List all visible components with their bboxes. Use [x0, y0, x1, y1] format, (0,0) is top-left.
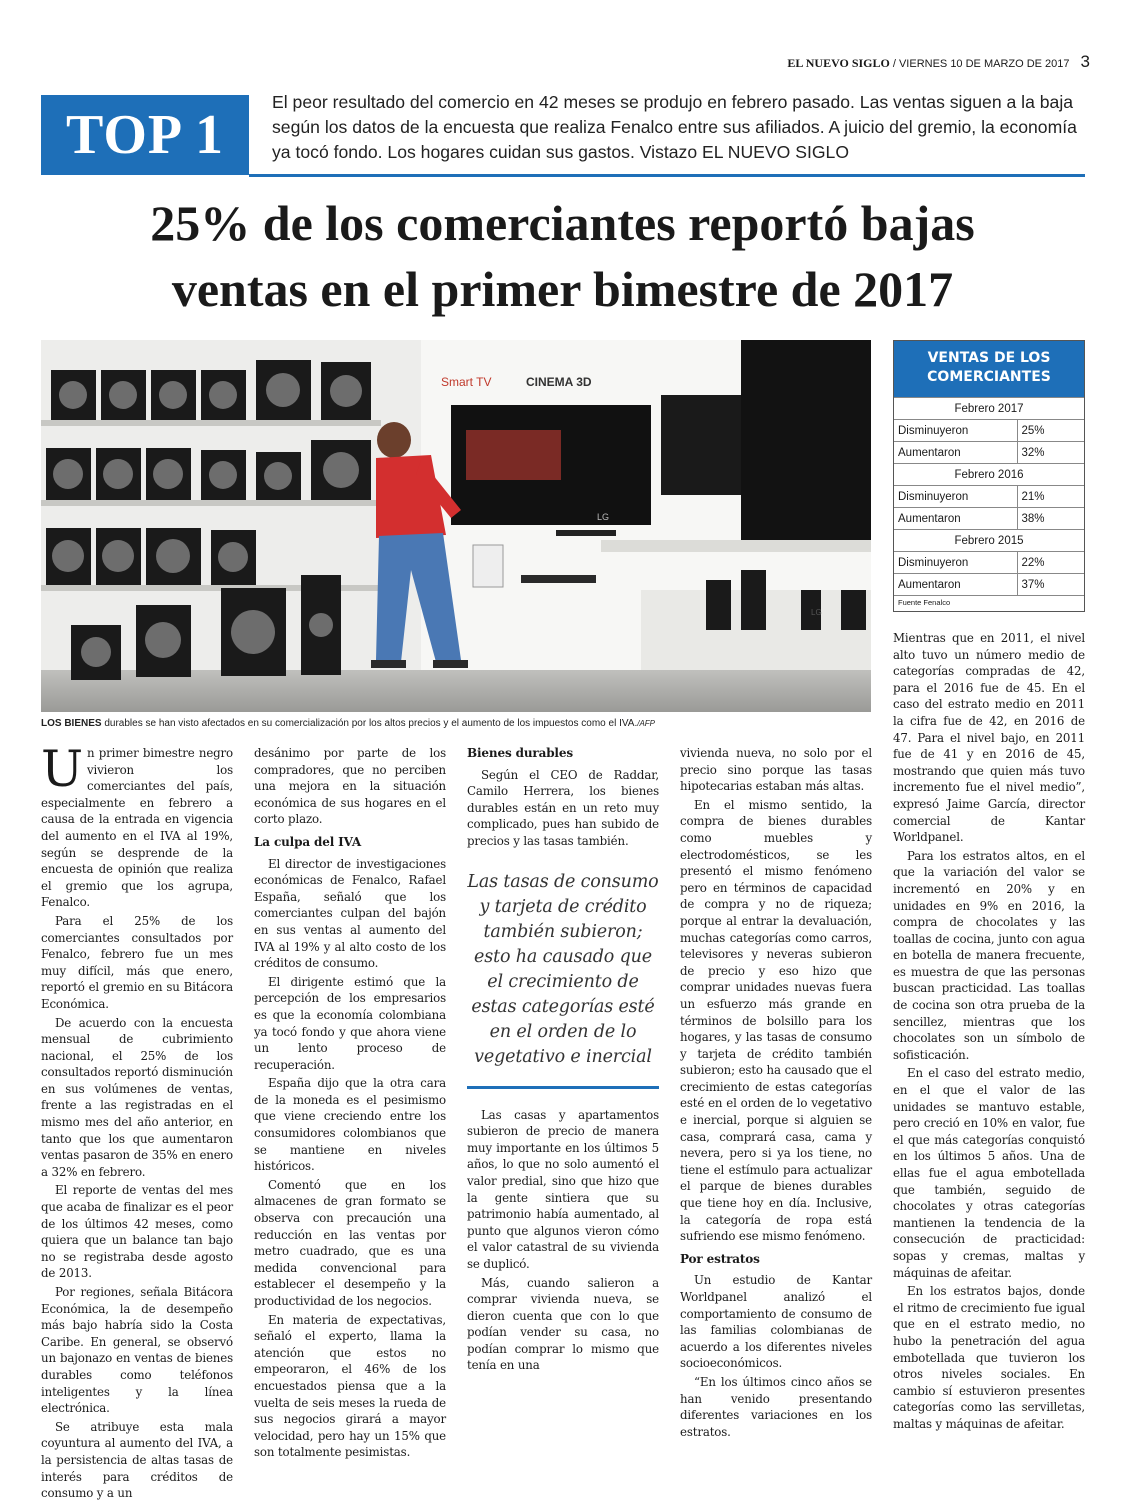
article-paragraph: En materia de expectativas, señaló el experto, llama la atención que estos no empeoraron, el 46% de los encuestados piensa que a la vuelta de seis meses la rueda de sus negocios girará a mayor velocidad, pero hay un 15% que son totalmente pesimistas.	[254, 1312, 446, 1460]
row-label: Disminuyeron	[894, 420, 1017, 442]
article-paragraph: El dirigente estimó que la percepción de los empresarios es que la economía colombiana ya tocó fondo y que ahora viene un lento proceso de recuperación.	[254, 974, 446, 1072]
sidebar-title: VENTAS DE LOS COMERCIANTES	[894, 341, 1084, 397]
smart-tv-sign: Smart TV	[441, 375, 492, 389]
table-row	[894, 464, 1084, 486]
caption-text: durables se han visto afectados en su comercialización por los altos precios y el aumento de los impuestos como el IVA.	[101, 718, 638, 729]
row-label: Disminuyeron	[894, 552, 1017, 574]
row-value: 25%	[1017, 420, 1084, 442]
store-photo-illustration	[41, 340, 871, 712]
article-paragraph: Un primer bimestre negro vivieron los comerciantes del país, especialmente en febrero a causa de la entrada en vigencia del aumento en el IVA al 19%, según se desprende de la encuesta de opinión que realiza el gremio que los agrupa, Fenalco.	[41, 740, 233, 910]
row-value: 22%	[1017, 552, 1084, 574]
table-row	[894, 508, 1084, 530]
page-number: 3	[1080, 52, 1090, 71]
row-value: 21%	[1017, 486, 1084, 508]
sidebar-source: Fuente Fenalco	[894, 596, 1084, 610]
article-paragraph: Mientras que en 2011, el nivel alto tuvo un número medio de categorías compradas de 42, para el 2016 fue de 45. En el caso del estrato medio en 2011 la cifra fue de 42, en 2016 de 47. Para el nivel bajo, en 2011 fue de 41 y en 2016 de 45, mostrando que quien más tuvo incremento fue el nivel medio”, expresó Jaime García, director comercial de Kantar Worldpanel.	[893, 631, 1085, 845]
pull-quote: Las tasas de consumo y tarjeta de crédito también subieron; esto ha causado que el crecimiento de estas categorías esté en el orden de lo vegetativo e inercial	[467, 871, 659, 1067]
row-value: 37%	[1017, 574, 1084, 596]
article-paragraph: El director de investigaciones económicas de Fenalco, Rafael España, señaló que los comerciantes culpan del bajón en sus ventas al aumento del IVA al 19% y al alto costo de los créditos de consumo.	[254, 856, 446, 971]
year-header: Febrero 2017	[894, 398, 1084, 420]
table-row	[894, 398, 1084, 420]
article-paragraph: En el mismo sentido, la compra de bienes durables como muebles y electrodomésticos, se les presentó el mismo fenómeno pero en términos de capacidad de compra y no de riqueza; porque al entrar la devaluación, muchas categorías como carros, televisores y neveras subieron de precio y eso hizo que comprar unidades nuevas fuera un esfuerzo más grande en términos de bolsillo para los hogares, y las tasas de consumo y tarjeta de crédito también subieron; esto ha causado que el crecimiento de estas categorías esté en el orden de lo vegetativo e inercial, porque si alguien se casa, comprará casa, cama y nevera, pero si ya los tiene, no tiene el estímulo para actualizar el parque de bienes durables que tiene hoy en día. Inclusive, la categoría de ropa está sufriendo ese mismo fenómeno.	[680, 797, 872, 1244]
article-paragraph: El reporte de ventas del mes que acaba de finalizar es el peor de los últimos 42 meses, como quiera que un balance tan bajo no se registraba desde agosto de 2013.	[41, 1183, 233, 1281]
article-paragraph: Por regiones, señala Bitácora Económica, la de desempeño más bajo habría sido la Costa Caribe. En general, se observó un bajonazo en ventas de bienes durables como teléfonos inteligentes y la línea electrónica.	[41, 1285, 233, 1416]
article-column-2	[254, 745, 446, 1463]
newspaper-name: EL NUEVO SIGLO	[787, 56, 890, 70]
article-column-1	[41, 740, 233, 1504]
article-paragraph: vivienda nueva, no solo por el precio sino porque las tasas hipotecarias estaban más altas.	[680, 746, 872, 794]
headline-line-2: ventas en el primer bimestre de 2017	[171, 261, 954, 317]
sales-sidebar	[893, 340, 1085, 612]
table-row	[894, 552, 1084, 574]
row-label: Disminuyeron	[894, 486, 1017, 508]
article-paragraph: De acuerdo con la encuesta mensual de cubrimiento nacional, el 25% de los consultados reportó disminución en sus volúmenes de ventas, frente a las registradas en el mismo mes del año anterior, en tanto que los que aumentaron ventas pasaron de 35% en enero a 32% en febrero.	[41, 1015, 233, 1179]
article-paragraph: Se atribuye esta mala coyuntura al aumento del IVA, a la persistencia de altas tasas de interés para créditos de consumo y a un	[41, 1419, 233, 1501]
article-column-4	[680, 745, 872, 1442]
article-paragraph: Para los estratos altos, en el que la variación del valor se incrementó en 20% y en unidades en 9% en 2016, la compra de chocolates y las toallas de cocina, junto con agua en botella de manera frecuente, es muestra de que las personas buscan practicidad. Las toallas de cocina son otra prueba de la sencillez, mientras que los chocolates son un símbolo de sofisticación.	[893, 848, 1085, 1062]
row-value: 38%	[1017, 508, 1084, 530]
lede-text: El peor resultado del comercio en 42 meses se produjo en febrero pasado. Las ventas siguen a la baja según los datos de la encuesta que realiza Fenalco entre sus afiliados. A juicio del gremio, la economía ya tocó fondo. Los hogares cuidan sus gastos. Vistazo EL NUEVO SIGLO	[272, 92, 1077, 162]
article-paragraph: Un estudio de Kantar Worldpanel analizó el comportamiento de consumo de las familias colombianas de acuerdo a los diferentes niveles socioeconómicos.	[680, 1273, 872, 1371]
table-row	[894, 574, 1084, 596]
table-row	[894, 486, 1084, 508]
section-divider	[249, 174, 1085, 177]
row-label: Aumentaron	[894, 508, 1017, 530]
pull-quote-rule	[467, 1086, 659, 1089]
section-badge: TOP 1	[41, 95, 249, 175]
subheading: Bienes durables	[467, 746, 573, 760]
year-header: Febrero 2016	[894, 464, 1084, 486]
row-value: 32%	[1017, 442, 1084, 464]
year-header: Febrero 2015	[894, 530, 1084, 552]
row-label: Aumentaron	[894, 442, 1017, 464]
headline	[40, 190, 1085, 322]
article-column-5	[893, 630, 1085, 1435]
table-row	[894, 530, 1084, 552]
subheading: Por estratos	[680, 1251, 760, 1266]
row-label: Aumentaron	[894, 574, 1017, 596]
issue-date: / VIERNES 10 DE MARZO DE 2017	[892, 58, 1070, 70]
article-paragraph: Según el CEO de Raddar, Camilo Herrera, los bienes durables están en un reto muy complicado, pues han subido de precios y las tasas también.	[467, 767, 659, 848]
store-photo	[41, 340, 871, 712]
table-row	[894, 442, 1084, 464]
article-paragraph: En los estratos bajos, donde el ritmo de crecimiento fue igual que en el estrato medio, no hubo la penetración del agua embotellada que tuvieron los otros niveles sociales. En cambio sí estuvieron presentes categorías como las servilletas, maltas y máquinas de afeitar.	[893, 1284, 1085, 1431]
subheading: La culpa del IVA	[254, 834, 361, 849]
article-paragraph: Comentó que en los almacenes de gran formato se observa con precaución una reducción en las ventas por metro cuadrado, que es una medida convencional para establecer el desempeño y la productividad de los negocios.	[254, 1177, 446, 1308]
drop-cap: U	[41, 740, 83, 798]
sales-table	[894, 397, 1084, 610]
article-column-3	[467, 745, 659, 1376]
table-row	[894, 596, 1084, 610]
article-paragraph: “En los últimos cinco años se han venido presentando diferentes variaciones en los estratos.	[680, 1374, 872, 1439]
table-row	[894, 420, 1084, 442]
article-paragraph: Más, cuando salieron a comprar vivienda nueva, se dieron cuenta que con lo que podían vender su casa, no podían comprar lo mismo que tenía en una	[467, 1275, 659, 1373]
article-paragraph: Las casas y apartamentos subieron de precio de manera muy importante en los últimos 5 años, lo que no solo aumentó el valor predial, sino que hizo que la gente sintiera que su patrimonio había aumentado, al punto que algunos vieron cómo el valor catastral de su vivienda se duplicó.	[467, 1107, 659, 1271]
caption-lead: LOS BIENES	[41, 718, 102, 729]
article-paragraph: España dijo que la otra cara de la moneda es el pesimismo que viene creciendo entre los consumidores colombianos que se mantiene en niveles históricos.	[254, 1076, 446, 1174]
masthead	[0, 52, 1090, 72]
article-paragraph: Para el 25% de los comerciantes consultados por Fenalco, febrero fue un mes muy difícil, más que enero, reportó el gremio en su Bitácora Económica.	[41, 913, 233, 1011]
cinema-3d-sign: CINEMA 3D	[526, 375, 592, 389]
speaker-brand-logo: LG	[811, 608, 822, 617]
article-paragraph: desánimo por parte de los compradores, que no perciben una mejora en la situación económica de sus hogares en el corto plazo.	[254, 746, 446, 827]
headline-line-1: 25% de los comerciantes reportó bajas	[150, 195, 975, 251]
photo-caption	[41, 718, 871, 729]
photo-credit: /AFP	[637, 719, 656, 728]
tv-brand-logo: LG	[597, 512, 610, 522]
article-paragraph: En el caso del estrato medio, en el que el valor de las unidades se mantuvo estable, pero creció en 10% en valor, fue el que más categorías conquistó en los últimos 5 años. Una de ellas fue el agua embotellada que también, seguido de chocolates y otras categorías mantienen la tendencia de la consecución de practicidad: sopas y cremas, maltas y máquinas de afeitar.	[893, 1066, 1085, 1280]
